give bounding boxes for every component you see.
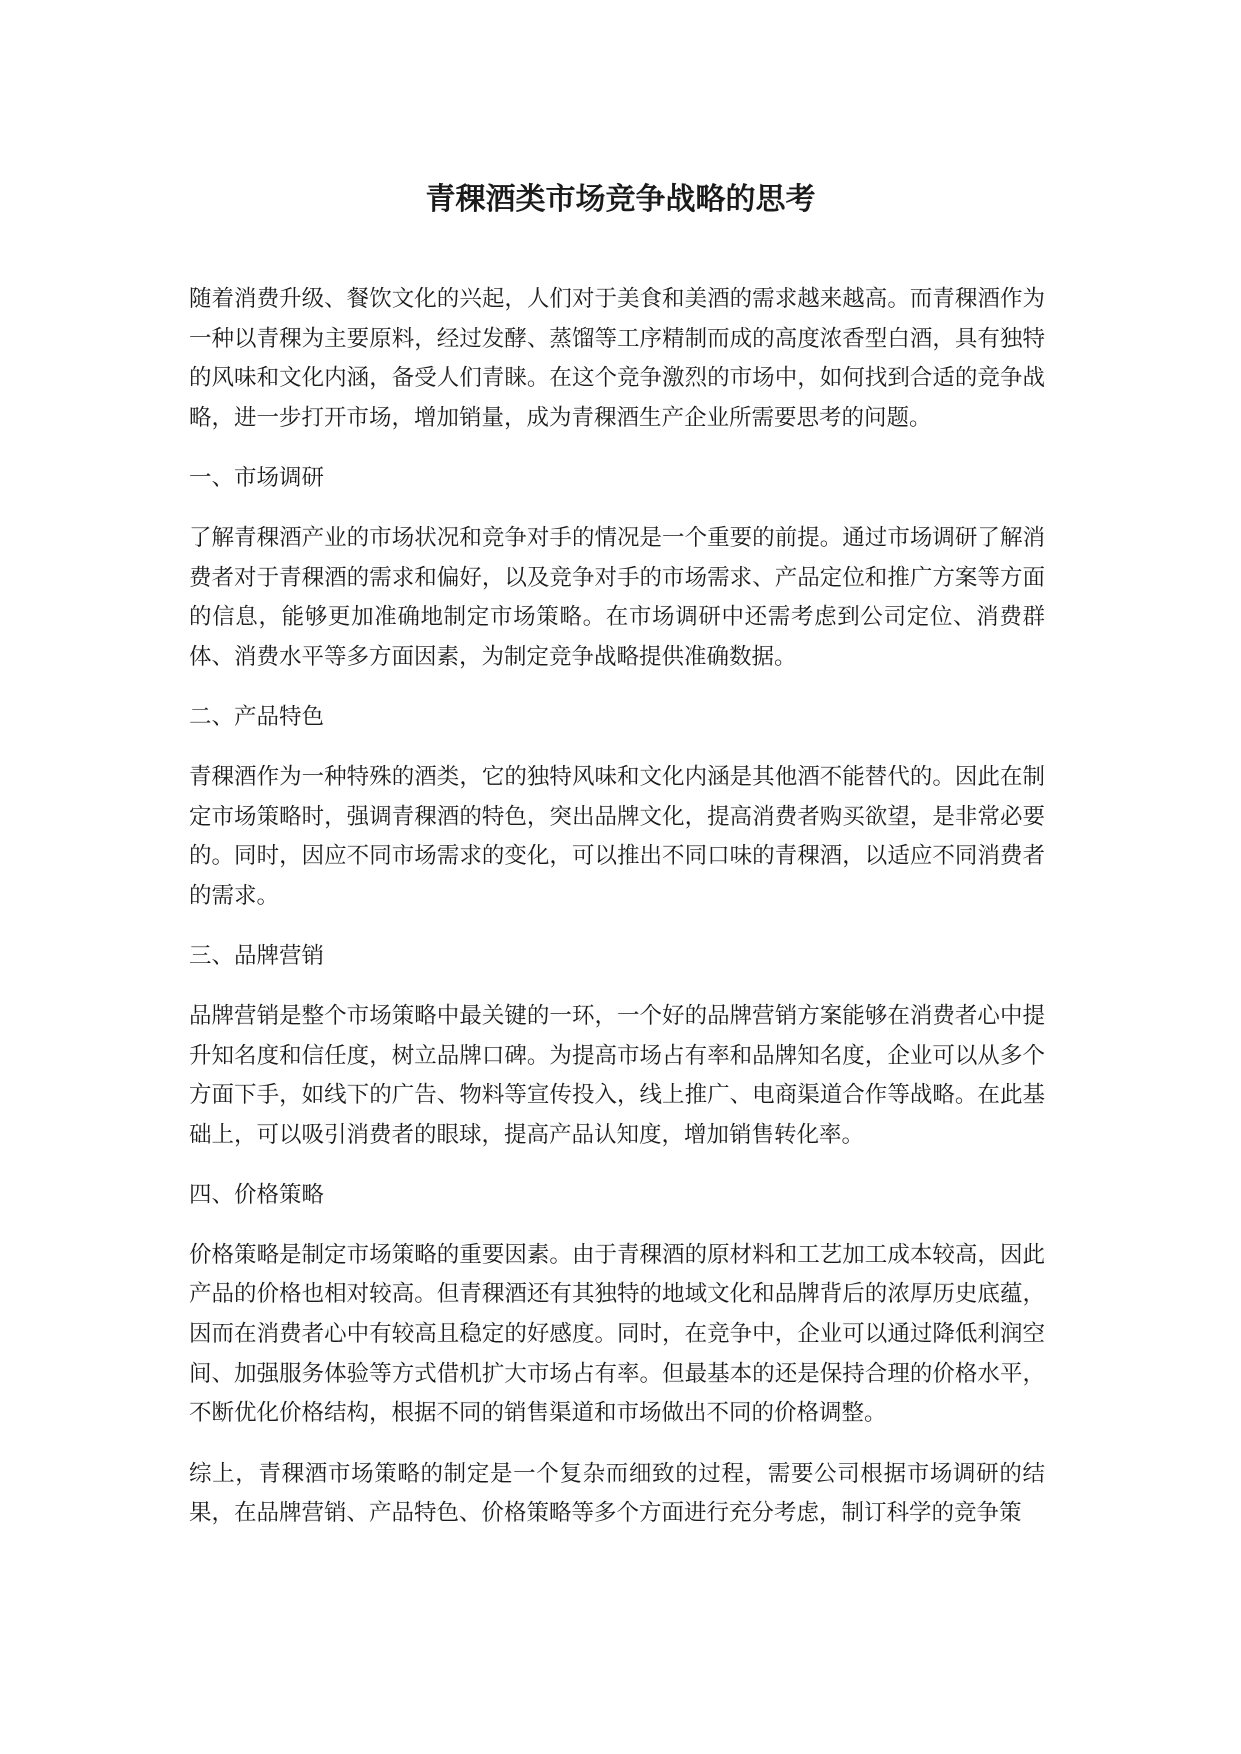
section-body-pricing-strategy: 价格策略是制定市场策略的重要因素。由于青稞酒的原材料和工艺加工成本较高，因此产品的价格也相对较高。但青稞酒还有其独特的地域文化和品牌背后的浓厚历史底蕴，因而在消费者心中有较高且稳定的好感度。同时，在竞争中，企业可以通过降低利润空间、加强服务体验等方式借机扩大市场占有率。但最基本的还是保持合理的价格水平，不断优化价格结构，根据不同的销售渠道和市场做出不同的价格调整。 (189, 1241, 1045, 1427)
section-heading-product-features: 二、产品特色 (189, 704, 325, 731)
section-body-brand-marketing: 品牌营销是整个市场策略中最关键的一环，一个好的品牌营销方案能够在消费者心中提升知名度和信任度，树立品牌口碑。为提高市场占有率和品牌知名度，企业可以从多个方面下手，如线下的广告、物料等宣传投入，线上推广、电商渠道合作等战略。在此基础上，可以吸引消费者的眼球，提高产品认知度，增加销售转化率。 (189, 1002, 1045, 1148)
document-body (189, 280, 1045, 1555)
document-title: 青稞酒类市场竞争战略的思考 (425, 182, 816, 217)
section-heading-market-research: 一、市场调研 (189, 465, 325, 492)
section-body-market-research: 了解青稞酒产业的市场状况和竞争对手的情况是一个重要的前提。通过市场调研了解消费者对于青稞酒的需求和偏好，以及竞争对手的市场需求、产品定位和推广方案等方面的信息，能够更加准确地制定市场策略。在市场调研中还需考虑到公司定位、消费群体、消费水平等多方面因素，为制定竞争战略提供准确数据。 (189, 524, 1045, 670)
section-body-product-features: 青稞酒作为一种特殊的酒类，它的独特风味和文化内涵是其他酒不能替代的。因此在制定市场策略时，强调青稞酒的特色，突出品牌文化，提高消费者购买欲望，是非常必要的。同时，因应不同市场需求的变化，可以推出不同口味的青稞酒，以适应不同消费者的需求。 (189, 763, 1045, 909)
conclusion-paragraph: 综上，青稞酒市场策略的制定是一个复杂而细致的过程，需要公司根据市场调研的结果，在品牌营销、产品特色、价格策略等多个方面进行充分考虑，制订科学的竞争策 (189, 1460, 1045, 1527)
intro-paragraph: 随着消费升级、餐饮文化的兴起，人们对于美食和美酒的需求越来越高。而青稞酒作为一种以青稞为主要原料，经过发酵、蒸馏等工序精制而成的高度浓香型白酒，具有独特的风味和文化内涵，备受人们青睐。在这个竞争激烈的市场中，如何找到合适的竞争战略，进一步打开市场，增加销量，成为青稞酒生产企业所需要思考的问题。 (189, 286, 1045, 431)
section-heading-brand-marketing: 三、品牌营销 (189, 943, 325, 970)
section-heading-pricing-strategy: 四、价格策略 (189, 1182, 325, 1209)
